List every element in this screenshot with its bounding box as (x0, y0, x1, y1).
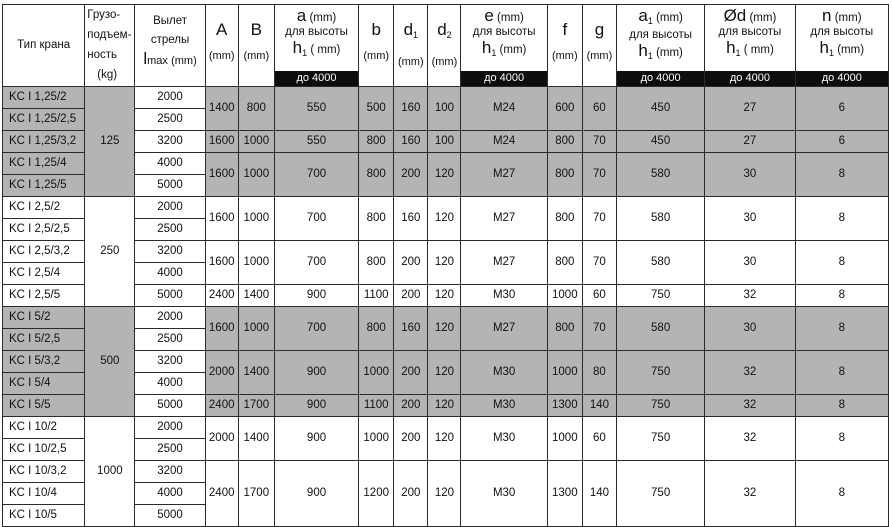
cell-od: 27 (705, 87, 795, 131)
cell-crane-type: KC I 5/2,5 (3, 329, 85, 351)
header-a1-h-unit: (mm) (656, 47, 683, 59)
cell-b: 800 (359, 153, 394, 197)
header-a-h: h (292, 38, 303, 57)
cell-crane-type: KC I 5/3,2 (3, 351, 85, 373)
cell-d2: 120 (428, 307, 461, 351)
cell-n: 8 (795, 153, 888, 197)
header-n-symbol: n (822, 6, 832, 25)
cell-d1: 160 (394, 197, 428, 241)
header-d2-sub: 2 (446, 30, 452, 40)
cell-B: 1400 (238, 351, 274, 395)
header-e-for-height: для высоты (472, 26, 536, 38)
header-f-unit: (mm) (551, 50, 578, 62)
header-n-h-sub: 1 (829, 48, 835, 58)
cell-g: 60 (582, 417, 616, 461)
cell-A: 2400 (205, 395, 238, 417)
cell-f: 1000 (547, 417, 582, 461)
cell-e: M24 (461, 87, 547, 131)
cell-f: 800 (547, 241, 582, 285)
cell-reach: 4000 (135, 263, 205, 285)
cell-n: 8 (795, 351, 888, 395)
header-d1-sub: 1 (413, 30, 419, 40)
cell-reach: 4000 (135, 483, 205, 505)
header-reach-sub: max (147, 55, 168, 67)
cell-A: 2400 (205, 461, 238, 527)
cell-reach: 5000 (135, 505, 205, 527)
cell-reach: 3200 (135, 351, 205, 373)
table-row (3, 461, 889, 483)
cell-od: 30 (705, 153, 795, 197)
cell-n: 8 (795, 395, 888, 417)
cell-b: 1000 (359, 351, 394, 395)
cell-d1: 200 (394, 241, 428, 285)
cell-d2: 120 (428, 153, 461, 197)
cell-reach: 2000 (135, 87, 205, 109)
cell-a: 700 (274, 241, 358, 285)
header-a1 (616, 5, 704, 87)
cell-f: 800 (547, 307, 582, 351)
cell-od: 32 (705, 351, 795, 395)
cell-b: 1200 (359, 461, 394, 527)
cell-f: 1300 (547, 395, 582, 417)
header-od-symbol: Ød (723, 6, 747, 25)
cell-f: 800 (547, 197, 582, 241)
cell-d2: 120 (428, 461, 461, 527)
header-d2 (428, 5, 461, 87)
cell-od: 32 (705, 417, 795, 461)
header-n-upto: до 4000 (796, 71, 888, 86)
cell-crane-type: KC I 2,5/4 (3, 263, 85, 285)
cell-d1: 200 (394, 351, 428, 395)
cell-od: 27 (705, 131, 795, 153)
cell-crane-type: KC I 10/2,5 (3, 439, 85, 461)
header-d1 (394, 5, 428, 87)
cell-f: 600 (547, 87, 582, 131)
cell-od: 32 (705, 285, 795, 307)
cell-e: M27 (461, 153, 547, 197)
cell-a1: 580 (616, 153, 704, 197)
cell-a1: 750 (616, 461, 704, 527)
header-n-h: h (819, 38, 829, 57)
cell-a: 900 (274, 461, 358, 527)
cell-A: 1400 (205, 87, 238, 131)
header-n-for-height: для высоты (810, 26, 874, 38)
cell-a1: 580 (616, 307, 704, 351)
cell-B: 1700 (238, 461, 274, 527)
header-n-unit: (mm) (834, 12, 862, 24)
cell-reach: 2500 (135, 439, 205, 461)
header-e-unit: (mm) (497, 12, 524, 24)
cell-e: M27 (461, 241, 547, 285)
cell-d2: 120 (428, 395, 461, 417)
table-row (3, 131, 889, 153)
header-A (205, 5, 238, 87)
cell-reach: 2000 (135, 307, 205, 329)
header-b (359, 5, 394, 87)
cell-capacity: 250 (85, 197, 135, 307)
cell-od: 30 (705, 241, 795, 285)
cell-a1: 750 (616, 351, 704, 395)
cell-d1: 160 (394, 131, 428, 153)
cell-B: 1000 (238, 131, 274, 153)
cell-crane-type: KC I 10/4 (3, 483, 85, 505)
header-capacity-line3: ность (87, 49, 118, 61)
cell-b: 1000 (359, 417, 394, 461)
cell-d1: 200 (394, 153, 428, 197)
cell-B: 1400 (238, 417, 274, 461)
header-e-upto: до 4000 (461, 71, 546, 86)
header-od-unit: (mm) (749, 12, 777, 24)
cell-B: 1000 (238, 197, 274, 241)
cell-b: 500 (359, 87, 394, 131)
cell-a: 900 (274, 417, 358, 461)
cell-f: 1300 (547, 461, 582, 527)
cell-d2: 120 (428, 241, 461, 285)
cell-d2: 120 (428, 417, 461, 461)
cell-crane-type: KC I 2,5/2,5 (3, 219, 85, 241)
header-od-h-unit: ( mm) (743, 44, 774, 56)
cell-B: 1000 (238, 241, 274, 285)
cell-a1: 750 (616, 285, 704, 307)
cell-B: 1000 (238, 307, 274, 351)
header-od-h-sub: 1 (735, 48, 741, 58)
cell-a: 550 (274, 87, 358, 131)
cell-a1: 750 (616, 395, 704, 417)
cell-A: 1600 (205, 241, 238, 285)
cell-n: 8 (795, 307, 888, 351)
header-e-h-sub: 1 (491, 48, 497, 58)
cell-capacity: 1000 (85, 417, 135, 527)
cell-e: M27 (461, 197, 547, 241)
table-row (3, 395, 889, 417)
cell-d2: 120 (428, 197, 461, 241)
cell-crane-type: KC I 2,5/2 (3, 197, 85, 219)
header-capacity-line4: (kg) (97, 69, 118, 81)
cell-d1: 200 (394, 461, 428, 527)
cell-od: 32 (705, 395, 795, 417)
cell-reach: 5000 (135, 175, 205, 197)
cell-od: 32 (705, 461, 795, 527)
cell-a1: 580 (616, 197, 704, 241)
cell-crane-type: KC I 10/5 (3, 505, 85, 527)
cell-a1: 450 (616, 87, 704, 131)
cell-g: 70 (582, 131, 616, 153)
header-capacity (85, 5, 135, 87)
cell-a1: 450 (616, 131, 704, 153)
header-a-h-sub: 1 (302, 48, 308, 58)
cell-g: 140 (582, 395, 616, 417)
table-row (3, 87, 889, 109)
cell-B: 800 (238, 87, 274, 131)
cell-n: 8 (795, 417, 888, 461)
cell-e: M30 (461, 351, 547, 395)
cell-capacity: 125 (85, 87, 135, 197)
header-a1-sub: 1 (647, 16, 653, 26)
header-a-unit: (mm) (309, 12, 337, 24)
cell-b: 800 (359, 131, 394, 153)
cell-reach: 2000 (135, 417, 205, 439)
cell-reach: 3200 (135, 241, 205, 263)
header-capacity-line2: подъем- (87, 29, 132, 41)
cell-crane-type: KC I 2,5/5 (3, 285, 85, 307)
cell-b: 800 (359, 241, 394, 285)
cell-a: 900 (274, 285, 358, 307)
cell-e: M27 (461, 307, 547, 351)
header-a-symbol: a (296, 6, 307, 25)
cell-reach: 4000 (135, 373, 205, 395)
header-a1-for-height: для высоты (629, 29, 693, 41)
cell-g: 70 (582, 241, 616, 285)
cell-B: 1000 (238, 153, 274, 197)
cell-crane-type: KC I 1,25/2,5 (3, 109, 85, 131)
crane-spec-table-container (2, 4, 891, 527)
cell-B: 1400 (238, 285, 274, 307)
cell-B: 1700 (238, 395, 274, 417)
table-row (3, 285, 889, 307)
cell-a: 700 (274, 153, 358, 197)
cell-g: 140 (582, 461, 616, 527)
cell-reach: 4000 (135, 153, 205, 175)
header-type (3, 5, 85, 87)
cell-reach: 2500 (135, 109, 205, 131)
cell-e: M30 (461, 395, 547, 417)
header-reach-line2: стрелы (150, 34, 190, 46)
table-row (3, 351, 889, 373)
header-type-label: Тип крана (17, 39, 71, 51)
cell-A: 1600 (205, 153, 238, 197)
header-e-h: h (481, 38, 492, 57)
cell-crane-type: KC I 5/4 (3, 373, 85, 395)
cell-e: M30 (461, 461, 547, 527)
cell-e: M24 (461, 131, 547, 153)
header-od (705, 5, 795, 87)
cell-d2: 100 (428, 87, 461, 131)
cell-a: 700 (274, 197, 358, 241)
header-n-h-unit: (mm) (837, 44, 865, 56)
cell-e: M30 (461, 417, 547, 461)
cell-crane-type: KC I 5/2 (3, 307, 85, 329)
cell-A: 2000 (205, 351, 238, 395)
cell-g: 60 (582, 87, 616, 131)
header-d2-unit: (mm) (431, 56, 458, 68)
cell-n: 6 (795, 131, 888, 153)
cell-n: 8 (795, 461, 888, 527)
cell-d1: 200 (394, 417, 428, 461)
header-a1-h-sub: 1 (647, 51, 653, 61)
header-a1-h: h (638, 41, 648, 60)
cell-crane-type: KC I 1,25/2 (3, 87, 85, 109)
cell-reach: 3200 (135, 131, 205, 153)
header-f (547, 5, 582, 87)
cell-reach: 3200 (135, 461, 205, 483)
cell-b: 1100 (359, 395, 394, 417)
cell-b: 1100 (359, 285, 394, 307)
cell-od: 30 (705, 307, 795, 351)
header-reach (135, 5, 205, 87)
header-B (238, 5, 274, 87)
header-reach-unit: (mm) (171, 55, 197, 67)
cell-d2: 120 (428, 351, 461, 395)
cell-a1: 580 (616, 241, 704, 285)
cell-reach: 5000 (135, 395, 205, 417)
cell-A: 1600 (205, 131, 238, 153)
cell-crane-type: KC I 10/3,2 (3, 461, 85, 483)
header-a (274, 5, 358, 87)
cell-crane-type: KC I 1,25/3,2 (3, 131, 85, 153)
cell-a: 700 (274, 307, 358, 351)
cell-g: 70 (582, 197, 616, 241)
header-f-symbol: f (562, 20, 568, 39)
cell-capacity: 500 (85, 307, 135, 417)
cell-g: 70 (582, 307, 616, 351)
header-od-for-height: для высоты (718, 26, 782, 38)
cell-crane-type: KC I 10/2 (3, 417, 85, 439)
cell-A: 2000 (205, 417, 238, 461)
cell-b: 800 (359, 307, 394, 351)
cell-a1: 750 (616, 417, 704, 461)
cell-f: 1000 (547, 351, 582, 395)
header-a1-upto: до 4000 (617, 71, 704, 86)
cell-n: 8 (795, 285, 888, 307)
header-a-for-height: для высоты (285, 26, 348, 38)
header-a1-symbol: a (638, 6, 648, 25)
cell-d2: 100 (428, 131, 461, 153)
cell-f: 800 (547, 153, 582, 197)
header-b-symbol: b (371, 20, 381, 39)
table-row (3, 197, 889, 219)
table-body (3, 87, 889, 527)
cell-a: 900 (274, 351, 358, 395)
cell-reach: 2500 (135, 329, 205, 351)
table-row (3, 241, 889, 263)
header-g-unit: (mm) (586, 50, 613, 62)
header-d1-unit: (mm) (397, 56, 424, 68)
header-capacity-line1: Грузо- (87, 9, 121, 21)
cell-reach: 2500 (135, 219, 205, 241)
cell-a: 900 (274, 395, 358, 417)
header-A-symbol: A (216, 20, 228, 39)
header-e (461, 5, 547, 87)
cell-f: 800 (547, 131, 582, 153)
header-g-symbol: g (594, 20, 605, 39)
header-g (582, 5, 616, 87)
header-n (795, 5, 888, 87)
table-row (3, 417, 889, 439)
table-row (3, 307, 889, 329)
cell-crane-type: KC I 2,5/3,2 (3, 241, 85, 263)
header-d1-symbol: d (403, 20, 414, 39)
cell-d1: 200 (394, 285, 428, 307)
header-e-h-unit: (mm) (499, 44, 527, 56)
cell-b: 800 (359, 197, 394, 241)
cell-g: 60 (582, 285, 616, 307)
cell-d1: 200 (394, 395, 428, 417)
table-row (3, 153, 889, 175)
header-a1-unit: (mm) (656, 12, 683, 24)
header-e-symbol: e (484, 6, 494, 25)
cell-d2: 120 (428, 285, 461, 307)
crane-spec-table (2, 4, 889, 527)
cell-crane-type: KC I 1,25/5 (3, 175, 85, 197)
header-B-symbol: B (250, 20, 262, 39)
header-row (3, 5, 889, 87)
cell-g: 70 (582, 153, 616, 197)
header-a-h-unit: ( mm) (310, 44, 341, 56)
cell-d1: 160 (394, 87, 428, 131)
cell-n: 6 (795, 87, 888, 131)
cell-A: 1600 (205, 307, 238, 351)
cell-reach: 2000 (135, 197, 205, 219)
cell-crane-type: KC I 5/5 (3, 395, 85, 417)
cell-crane-type: KC I 1,25/4 (3, 153, 85, 175)
cell-n: 8 (795, 197, 888, 241)
cell-A: 2400 (205, 285, 238, 307)
header-od-h: h (726, 38, 736, 57)
cell-od: 30 (705, 197, 795, 241)
cell-g: 80 (582, 351, 616, 395)
cell-e: M30 (461, 285, 547, 307)
cell-f: 1000 (547, 285, 582, 307)
header-B-unit: (mm) (243, 50, 270, 62)
cell-a: 550 (274, 131, 358, 153)
cell-d1: 160 (394, 307, 428, 351)
cell-reach: 5000 (135, 285, 205, 307)
header-od-upto: до 4000 (705, 71, 794, 86)
cell-n: 8 (795, 241, 888, 285)
header-d2-symbol: d (437, 20, 447, 39)
header-a-upto: до 4000 (275, 71, 358, 86)
cell-A: 1600 (205, 197, 238, 241)
header-reach-symbol: l (143, 49, 148, 68)
header-A-unit: (mm) (208, 50, 235, 62)
header-b-unit: (mm) (363, 50, 390, 62)
header-reach-line1: Вылет (153, 15, 187, 27)
